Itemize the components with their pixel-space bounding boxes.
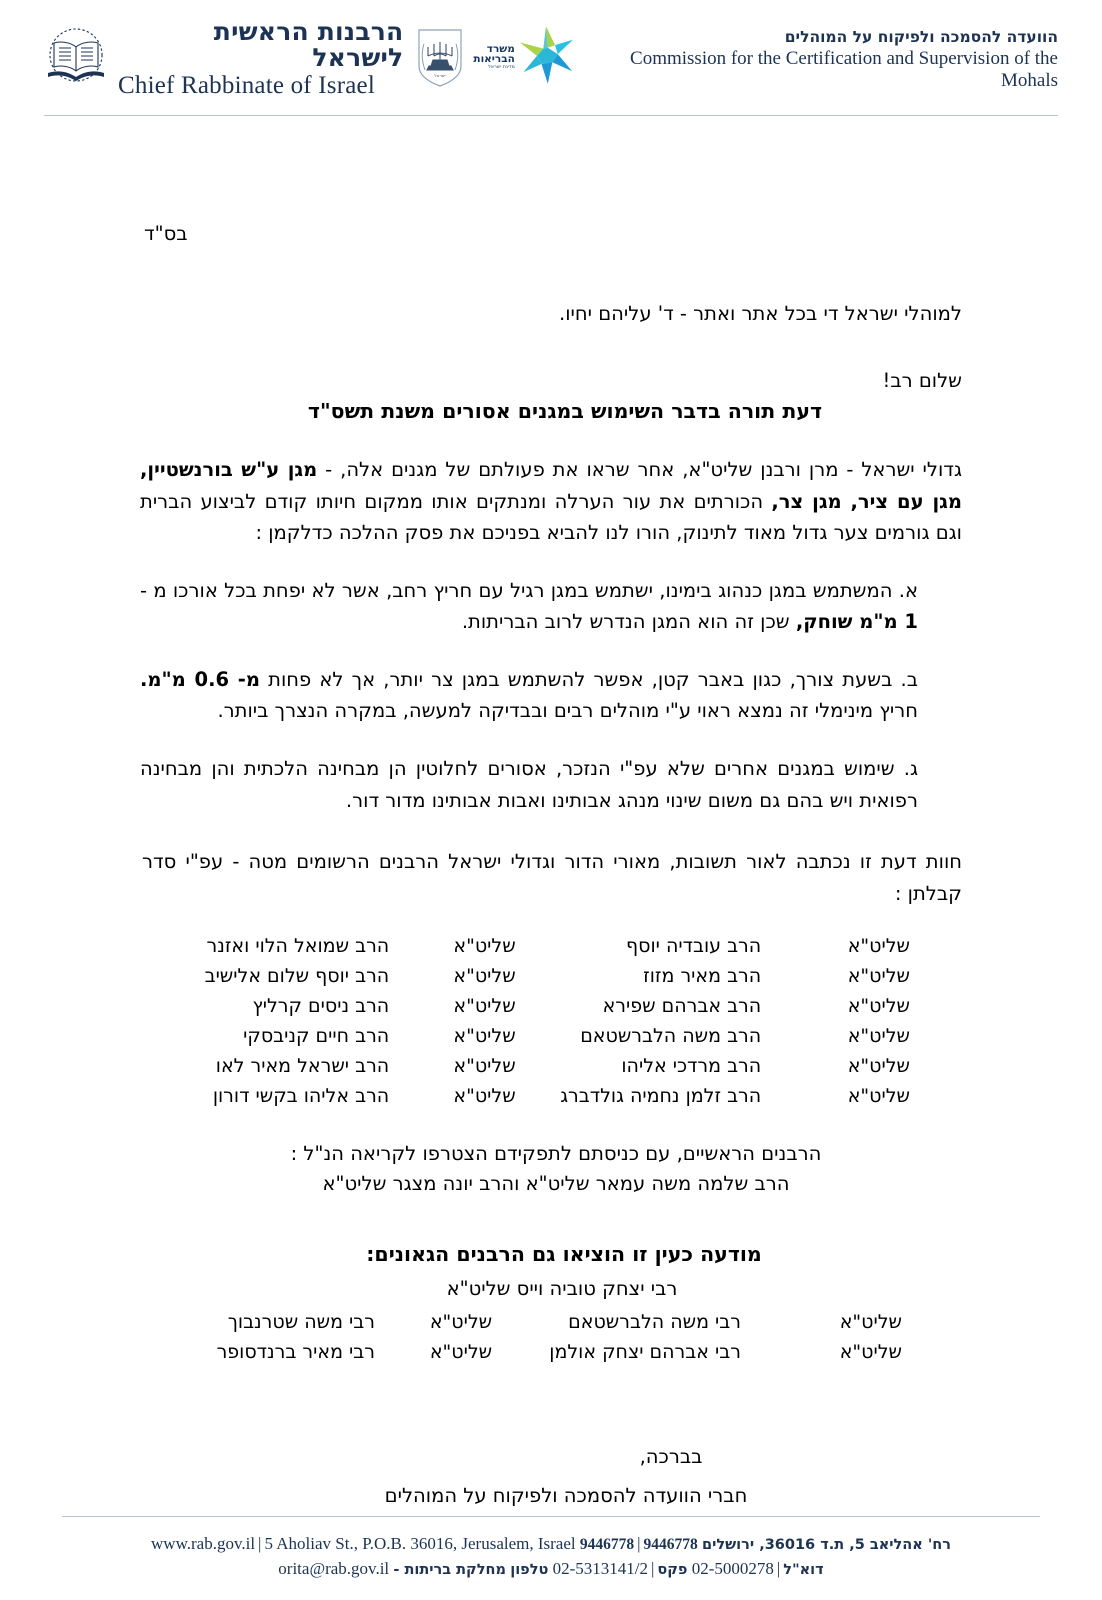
honorific: שליט"א xyxy=(453,965,516,988)
document-footer xyxy=(0,1516,1102,1583)
ministry-of-health-logo xyxy=(473,24,573,90)
brand-title-hebrew: הרבנות הראשית לישראל xyxy=(213,16,404,73)
clause-bet-text-2: חריץ מינימלי זה נמצא ראוי ע"י מוהלים רבים ובבדיקה למעשה, במקרה הנצרך ביותר. xyxy=(217,699,918,723)
geonim-name: רבי אברהם יצחק אולמן xyxy=(549,1340,741,1363)
signatory-name: הרב מאיר מזוז xyxy=(643,965,762,988)
moh-label-line3: מדינת ישראל xyxy=(488,64,515,70)
commission-title-english: Commission for the Certification and Supervision of the Mohals xyxy=(630,48,1058,91)
letter-body xyxy=(0,128,1102,1508)
signatory-name: הרב חיים קניבסקי xyxy=(243,1025,390,1048)
footer-address-line xyxy=(62,1531,1040,1557)
table-row xyxy=(166,991,910,1021)
page-title: דעת תורה בדבר השימוש במגנים אסורים משנת תשס"ד xyxy=(307,398,823,423)
sign-off: בברכה, xyxy=(639,1444,703,1468)
clause-bet xyxy=(140,664,962,727)
svg-text:ישראל: ישראל xyxy=(434,73,446,78)
honorific: שליט"א xyxy=(453,935,516,958)
table-row xyxy=(166,931,910,961)
honorific: שליט"א xyxy=(839,1310,902,1333)
chief-rabbis-block xyxy=(140,1139,962,1198)
honorific: שליט"א xyxy=(453,995,516,1018)
geonim-section-title: מודעה כעין זו הוציאו גם הרבנים הגאונים: xyxy=(366,1241,762,1266)
signatory-name: הרב ניסים קרליץ xyxy=(252,995,390,1018)
honorific: שליט"א xyxy=(429,1310,493,1333)
honorific: שליט"א xyxy=(453,1025,516,1048)
zip-english: 9446778 xyxy=(579,1535,635,1553)
honorific: שליט"א xyxy=(847,995,910,1018)
phone-number: 02-5313141/2 xyxy=(552,1559,648,1579)
footer-separator: | xyxy=(650,1559,655,1579)
signatories-table xyxy=(140,931,962,1111)
zip-hebrew: 9446778 xyxy=(643,1535,698,1553)
commission-title-hebrew: הוועדה להסמכה ולפיקוח על המוהלים xyxy=(784,28,1058,47)
signatory-name: הרב אברהם שפירא xyxy=(602,995,762,1018)
signatory-name: הרב אליהו בקשי דורון xyxy=(212,1085,390,1108)
moh-label-line2: הבריאות xyxy=(473,53,515,66)
forbidden-shields-names: מגן ע"ש בורנשטיין, מגן עם ציר, מגן צר, xyxy=(140,457,962,513)
geonim-name: רבי משה שטרנבוך xyxy=(227,1310,375,1333)
honorific: שליט"א xyxy=(453,1085,516,1108)
fax-label: פקס xyxy=(657,1562,688,1579)
signatory-name: הרב יוסף שלום אלישיב xyxy=(204,965,390,988)
email-link[interactable]: orita@rab.gov.il xyxy=(278,1559,390,1579)
geonim-name: רבי משה הלברשטאם xyxy=(568,1310,741,1333)
israel-state-emblem-menorah-icon xyxy=(415,26,465,88)
chief-rabbis-note: הרבנים הראשיים, עם כניסתם לתפקידם הצטרפו לקריאה הנ"ל : xyxy=(290,1142,822,1166)
clause-gimel: ג. שימוש במגנים אחרים שלא עפ"י הנזכר, אסורים לחלוטין הן מבחינה הלכתית והן מבחינה רפואית ויש בהם גם משום שינוי מנהג אבותינו ואבות אבותינו מדור דור. xyxy=(140,756,918,812)
rabbinate-brand xyxy=(44,17,403,100)
clause-alef-text-2: שכן זה הוא המגן הנדרש לרוב הבריתות. xyxy=(461,610,796,634)
footer-separator: | xyxy=(637,1533,641,1553)
phone-label: טלפון xyxy=(510,1562,549,1579)
moh-label-line1: משרד xyxy=(486,42,515,55)
clause-bet-measure: מ- 0.6 מ"מ. xyxy=(140,667,261,691)
intro-paragraph xyxy=(140,454,962,549)
website-link[interactable]: www.rab.gov.il xyxy=(151,1533,256,1553)
document-header xyxy=(0,0,1102,128)
signatory-name: הרב משה הלברשטאם xyxy=(580,1025,762,1048)
table-row xyxy=(170,1307,902,1337)
geonim-table xyxy=(140,1307,962,1367)
honorific: שליט"א xyxy=(839,1340,902,1363)
table-row xyxy=(166,1081,910,1111)
honorific: שליט"א xyxy=(847,1085,910,1108)
brand-title-english: Chief Rabbinate of Israel xyxy=(118,71,375,99)
honorific: שליט"א xyxy=(847,965,910,988)
intro-text-1: גדולי ישראל - מרן ורבנן שליט"א, אחר שראו את פעולתם של מגנים אלה, - xyxy=(317,457,962,481)
table-row xyxy=(166,1021,910,1051)
signatory-name: הרב מרדכי אליהו xyxy=(621,1055,762,1078)
fax-number: 02-5000278 xyxy=(691,1559,774,1579)
footer-separator: | xyxy=(258,1533,262,1553)
commission-title xyxy=(574,29,1058,91)
clause-alef-measure: 1 מ"מ שוחק, xyxy=(795,610,918,634)
greeting-line: שלום רב! xyxy=(882,369,962,393)
signatory-name: הרב עובדיה יוסף xyxy=(626,935,762,958)
table-row xyxy=(166,1051,910,1081)
header-divider xyxy=(44,115,1058,116)
signatory-name: הרב זלמן נחמיה גולדברג xyxy=(560,1085,762,1108)
government-emblems xyxy=(415,24,573,90)
footer-contact-line xyxy=(62,1556,1040,1582)
geonim-name: רבי מאיר ברנדסופר xyxy=(216,1340,375,1363)
table-row xyxy=(166,961,910,991)
department-label: מחלקת בריתות - xyxy=(393,1562,506,1579)
geonim-single-name: רבי יצחק טוביה וייס שליט"א xyxy=(446,1277,678,1301)
clause-alef xyxy=(140,575,962,638)
honorific: שליט"א xyxy=(429,1340,493,1363)
honorific: שליט"א xyxy=(847,1055,910,1078)
honorific: שליט"א xyxy=(847,935,910,958)
bsd-marker: בס"ד xyxy=(144,222,188,245)
chief-rabbis-names: הרב שלמה משה עמאר שליט"א והרב יונה מצגר שליט"א xyxy=(322,1171,790,1195)
clause-alef-text-1: א. המשתמש במגן כנהוג בימינו, ישתמש במגן רגיל עם חריץ רחב, אשר לא יפחת בכל אורכו מ - xyxy=(140,578,918,602)
honorific: שליט"א xyxy=(847,1025,910,1048)
addressee-line: למוהלי ישראל די בכל אתר ואתר - ד' עליהם יחיו. xyxy=(559,301,962,325)
sign-off-members: חברי הוועדה להסמכה ולפיקוח על המוהלים xyxy=(384,1484,748,1508)
opinion-basis-paragraph: חוות דעת זו נכתבה לאור תשובות, מאורי הדור וגדולי ישראל הרבנים הרשומים מטה - עפ"י סדר קבלתן : xyxy=(142,850,962,905)
footer-divider xyxy=(62,1516,1040,1517)
intro-text-2: הכורתים את עור הערלה ומנתקים אותו ממקום חיותו קודם לביצוע הברית וגם גורמים צער גדול מאוד לתינוק, הורו לנו להביא בפניכם את פסק ההלכה כדלקמן : xyxy=(140,489,962,545)
address-english: 5 Aholiav St., P.O.B. 36016, Jerusalem, Israel xyxy=(264,1533,576,1553)
clause-bet-text-1: ב. בשעת צורך, כגון באבר קטן, אפשר להשתמש במגן צר יותר, אך לא פחות xyxy=(260,667,919,691)
address-hebrew: רח' אהליאב 5, ת.ד 36016, ירושלים xyxy=(702,1536,951,1553)
table-row xyxy=(170,1337,902,1367)
ministry-of-health-star-icon xyxy=(518,24,574,90)
signatory-name: הרב שמואל הלוי ואזנר xyxy=(206,935,390,958)
footer-separator: | xyxy=(776,1559,781,1579)
honorific: שליט"א xyxy=(453,1055,516,1078)
signatory-name: הרב ישראל מאיר לאו xyxy=(215,1055,390,1078)
open-book-seal-icon xyxy=(44,27,108,89)
email-label: דוא"ל xyxy=(783,1562,824,1579)
